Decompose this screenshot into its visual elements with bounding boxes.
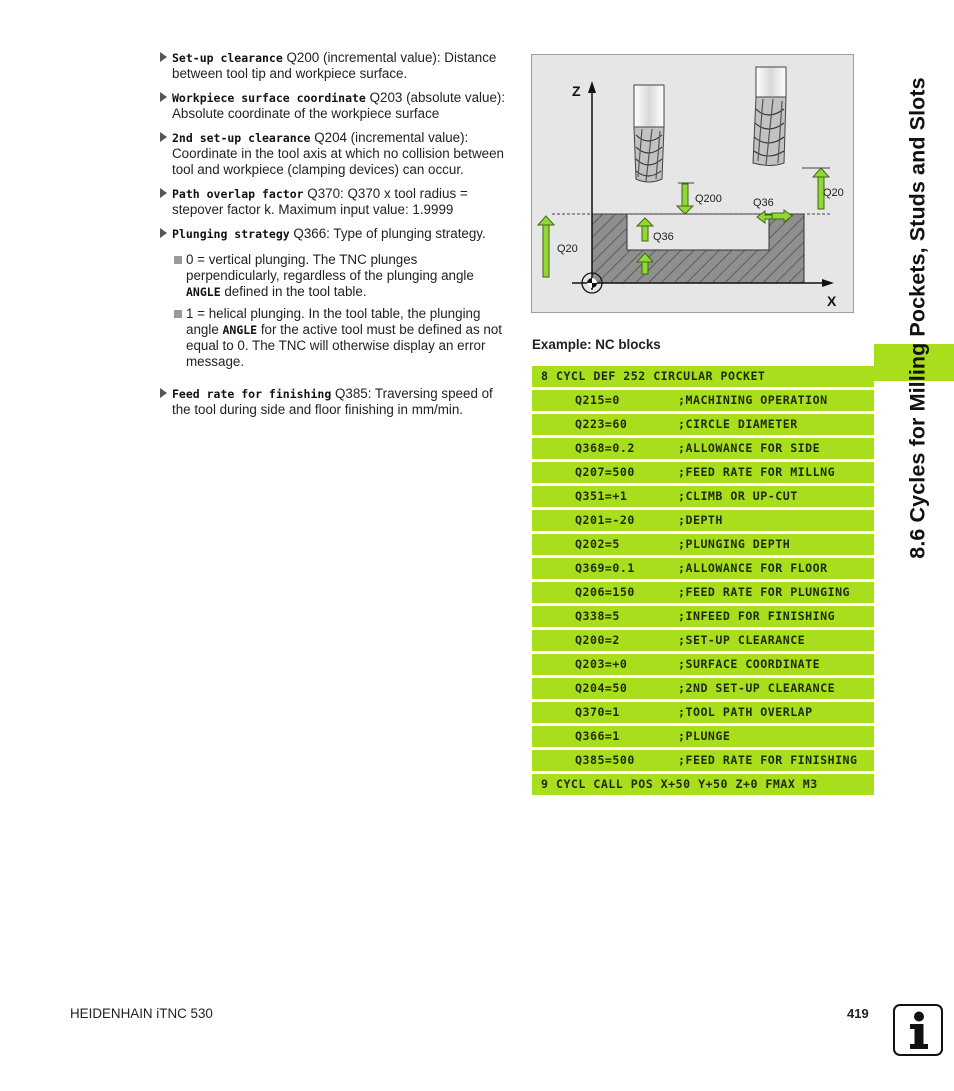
nc-param-value: Q223=60 [575,417,628,431]
param-keyword: Plunging strategy [172,227,290,241]
z-axis-label: Z [572,83,581,99]
end-mill-left-icon [634,85,664,182]
nc-param-comment: ;PLUNGING DEPTH [678,537,791,551]
nc-param-value: Q351=+1 [575,489,628,503]
option-text: 0 = vertical plunging. The TNC plunges perpendicularly, regardless of the plunging angle [186,252,474,283]
nc-row-param [532,582,874,603]
param-keyword: Workpiece surface coordinate [172,91,366,105]
z-axis-arrow [588,81,596,93]
nc-param-comment: ;PLUNGE [678,729,731,743]
bullet-triangle-icon [160,228,167,238]
nc-line-text: 8 CYCL DEF 252 CIRCULAR POCKET [541,369,766,383]
plunge-option-helical [160,306,512,370]
nc-param-comment: ;ALLOWANCE FOR SIDE [678,441,821,455]
nc-row-param [532,510,874,531]
nc-param-value: Q201=-20 [575,513,635,527]
nc-row-param [532,726,874,747]
nc-param-comment: ;FEED RATE FOR MILLNG [678,465,836,479]
page-number: 419 [847,1006,869,1021]
nc-param-comment: ;SET-UP CLEARANCE [678,633,806,647]
q200-label: Q200 [695,193,722,205]
nc-param-value: Q207=500 [575,465,635,479]
nc-param-value: Q369=0.1 [575,561,635,575]
param-setup-clearance [160,50,512,82]
info-glyph [895,1006,940,1053]
nc-row-param [532,678,874,699]
nc-row-cycle-def [532,366,874,387]
nc-param-value: Q203=+0 [575,657,628,671]
param-path-overlap [160,186,512,218]
nc-row-param [532,534,874,555]
nc-row-param [532,558,874,579]
nc-param-comment: ;ALLOWANCE FOR FLOOR [678,561,828,575]
bullet-square-icon [174,310,182,318]
nc-param-value: Q368=0.2 [575,441,635,455]
param-keyword: Set-up clearance [172,51,283,65]
footer-manual-name: HEIDENHAIN iTNC 530 [70,1006,213,1021]
nc-row-param [532,654,874,675]
nc-row-param [532,390,874,411]
q36-top-label: Q36 [753,197,774,209]
param-keyword: Feed rate for finishing [172,387,332,401]
nc-param-comment: ;INFEED FOR FINISHING [678,609,836,623]
bullet-triangle-icon [160,92,167,102]
q20-left-label: Q20 [557,243,578,255]
option-text: 1 = helical plunging. In the tool table, the plunging angle [186,306,481,337]
nc-param-value: Q385=500 [575,753,635,767]
plunge-option-vertical [160,252,512,300]
nc-row-param [532,486,874,507]
param-description: Q200 (incremental value): Distance between tool tip and workpiece surface. [172,50,497,81]
x-axis-arrow [822,279,834,287]
parameter-list [160,50,512,426]
nc-row-param [532,702,874,723]
section-title-text: 8.6 Cycles for Milling Pockets, Studs and Slots [905,76,930,559]
nc-row-param [532,630,874,651]
q200-arrow [682,184,688,208]
x-axis-label: X [827,293,837,309]
nc-param-comment: ;CLIMB OR UP-CUT [678,489,798,503]
param-description: Q385: Traversing speed of the tool during side and floor finishing in mm/min. [172,386,493,417]
nc-line-text: 9 CYCL CALL POS X+50 Y+50 Z+0 FMAX M3 [541,777,818,791]
nc-param-comment: ;SURFACE COORDINATE [678,657,821,671]
nc-row-param [532,438,874,459]
param-description: Q204 (incremental value): Coordinate in the tool axis at which no collision between tool and workpiece (clamping devices) can occur. [172,130,504,177]
q36-inner-label: Q36 [653,231,674,243]
param-description: Q203 (absolute value): Absolute coordinate of the workpiece surface [172,90,506,121]
nc-param-comment: ;MACHINING OPERATION [678,393,828,407]
bullet-triangle-icon [160,132,167,142]
nc-param-comment: ;CIRCLE DIAMETER [678,417,798,431]
bullet-triangle-icon [160,388,167,398]
q20-right-label: Q20 [823,187,844,199]
nc-param-value: Q338=5 [575,609,620,623]
section-title [893,20,943,615]
nc-row-param [532,414,874,435]
pocket-diagram-svg [532,55,855,314]
nc-block-listing [532,366,874,798]
option-text: defined in the tool table. [220,284,367,299]
nc-param-value: Q366=1 [575,729,620,743]
q20-left-arrow [543,223,549,277]
nc-param-value: Q206=150 [575,585,635,599]
bullet-triangle-icon [160,188,167,198]
end-mill-right-icon [753,67,786,166]
param-plunging-strategy [160,226,512,242]
param-surface-coordinate [160,90,512,122]
info-icon [893,1004,943,1056]
param-description: Q366: Type of plunging strategy. [289,226,486,241]
nc-param-value: Q200=2 [575,633,620,647]
nc-param-comment: ;DEPTH [678,513,723,527]
nc-param-comment: ;TOOL PATH OVERLAP [678,705,813,719]
bullet-square-icon [174,256,182,264]
param-keyword: Path overlap factor [172,187,304,201]
nc-param-comment: ;FEED RATE FOR FINISHING [678,753,858,767]
bullet-triangle-icon [160,52,167,62]
nc-param-comment: ;2ND SET-UP CLEARANCE [678,681,836,695]
nc-row-param [532,750,874,771]
nc-param-value: Q202=5 [575,537,620,551]
nc-param-comment: ;FEED RATE FOR PLUNGING [678,585,851,599]
nc-row-param [532,462,874,483]
param-keyword: 2nd set-up clearance [172,131,311,145]
option-text: for the active tool must be defined as not equal to 0. The TNC will otherwise display an error message. [186,322,503,369]
option-keyword: ANGLE [186,285,221,299]
option-keyword: ANGLE [222,323,258,337]
nc-row-cycle-call [532,774,874,795]
example-title: Example: NC blocks [532,337,661,352]
pocket-diagram [531,54,854,313]
param-description: Q370: Q370 x tool radius = stepover factor k. Maximum input value: 1.9999 [172,186,468,217]
nc-row-param [532,606,874,627]
param-2nd-setup-clearance [160,130,512,178]
nc-param-value: Q215=0 [575,393,620,407]
nc-param-value: Q204=50 [575,681,628,695]
param-feed-finishing [160,386,512,418]
nc-param-value: Q370=1 [575,705,620,719]
